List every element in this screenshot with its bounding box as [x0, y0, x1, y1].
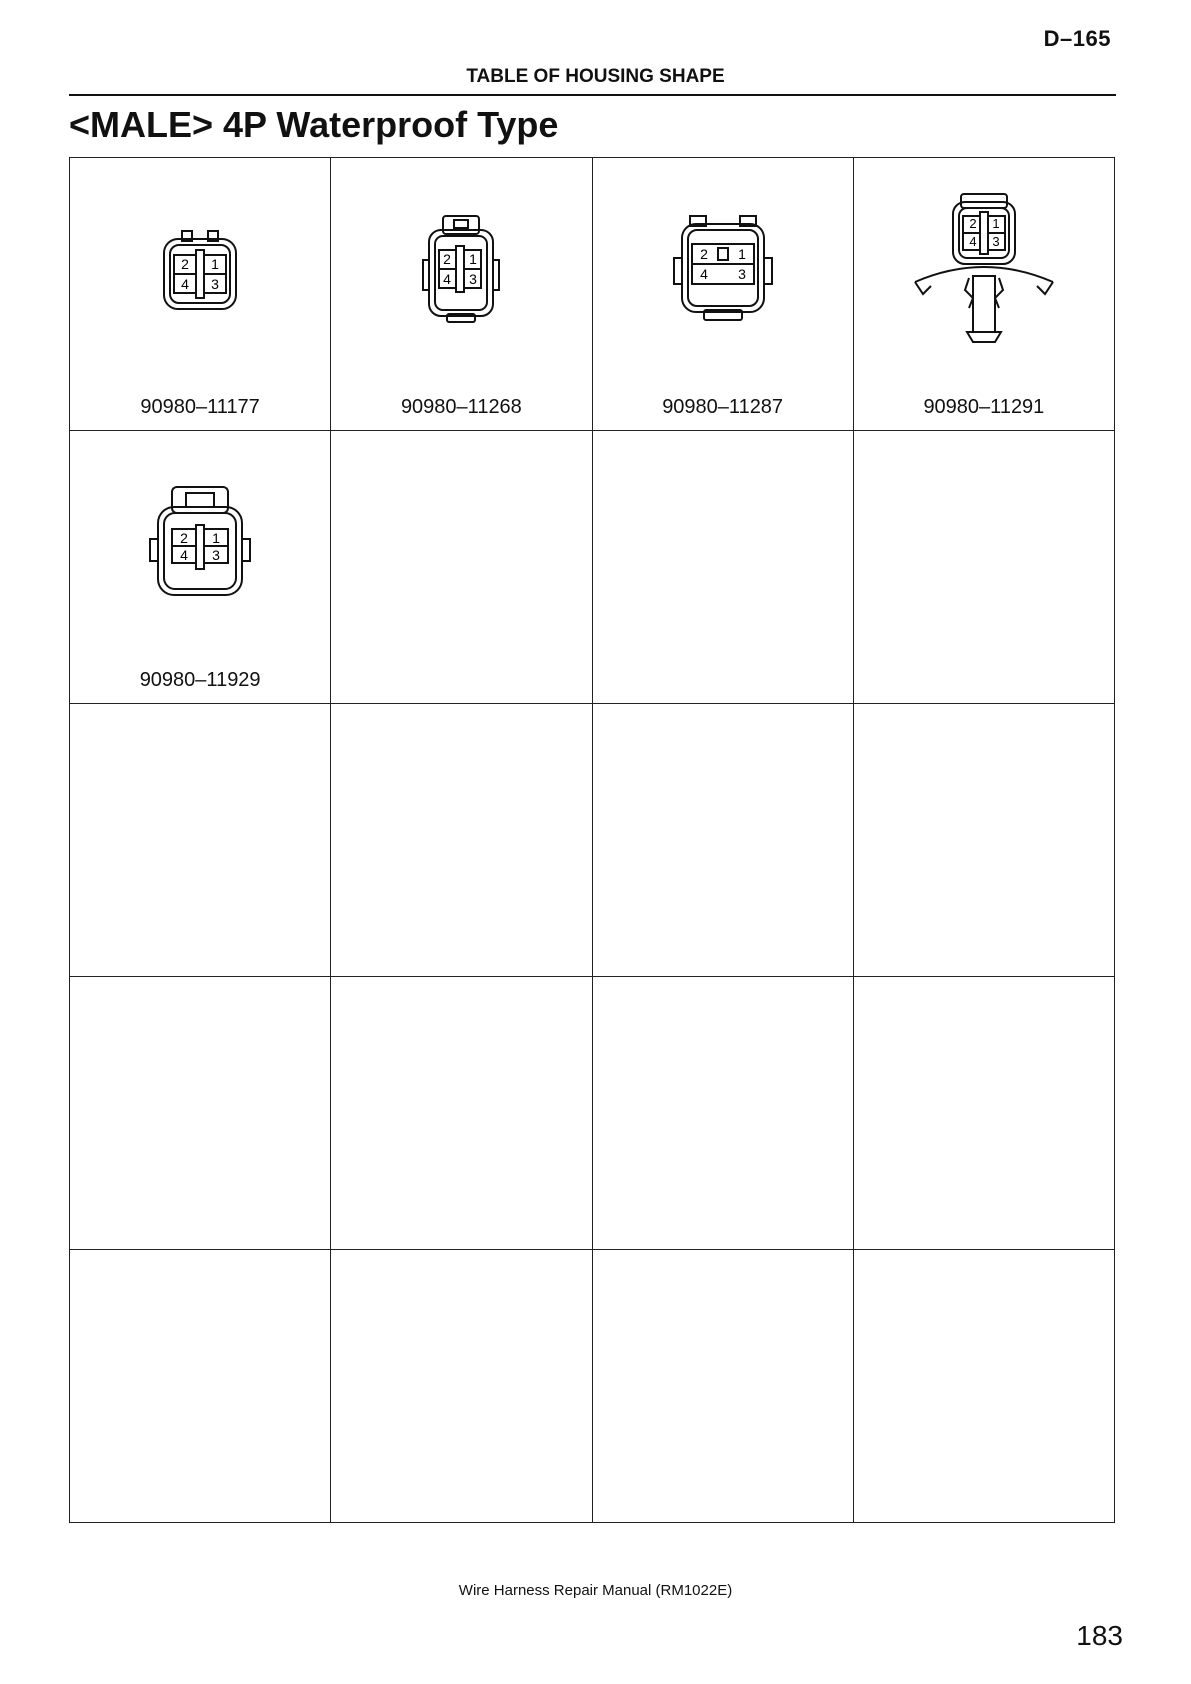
pin-label: 3 — [992, 234, 1000, 249]
empty-cell — [331, 977, 592, 1250]
pin-label: 3 — [469, 271, 478, 287]
pin-label: 4 — [443, 271, 452, 287]
connector-cell — [592, 158, 853, 431]
pin-label: 2 — [969, 216, 977, 231]
empty-cell — [331, 431, 592, 704]
page-title: <MALE> 4P Waterproof Type — [69, 104, 559, 145]
pin-label: 2 — [181, 256, 190, 272]
page-number: 183 — [1076, 1620, 1123, 1651]
pin-label: 2 — [443, 251, 452, 267]
pin-label: 4 — [180, 547, 189, 563]
footer-manual-title: Wire Harness Repair Manual (RM1022E) — [458, 1582, 733, 1599]
pin-label: 4 — [181, 276, 190, 292]
pin-label: 3 — [737, 266, 746, 282]
connector-cell — [853, 158, 1114, 431]
table-row — [70, 977, 1115, 1250]
part-number: 90980–11177 — [140, 396, 260, 418]
connector-4p-clip-mount-icon — [854, 200, 1114, 340]
pin-label: 3 — [212, 547, 221, 563]
empty-cell — [853, 704, 1114, 977]
empty-cell — [592, 1250, 853, 1523]
pin-label: 1 — [737, 246, 746, 262]
part-number: 90980–11287 — [662, 396, 784, 418]
empty-cell — [331, 1250, 592, 1523]
connector-cell — [331, 158, 592, 431]
empty-cell — [70, 977, 331, 1250]
part-number: 90980–11929 — [139, 669, 261, 691]
pin-label: 4 — [969, 234, 977, 249]
empty-cell — [853, 977, 1114, 1250]
pin-label: 2 — [180, 530, 189, 546]
connector-4p-latch-top-bottom-icon — [331, 200, 591, 340]
section-header: TABLE OF HOUSING SHAPE — [466, 66, 725, 87]
empty-cell — [592, 704, 853, 977]
pin-label: 1 — [992, 216, 1000, 231]
table-row — [70, 1250, 1115, 1523]
empty-cell — [853, 431, 1114, 704]
table-row — [70, 704, 1115, 977]
empty-cell — [853, 1250, 1114, 1523]
empty-cell — [592, 431, 853, 704]
connector-4p-compact-icon — [70, 200, 330, 340]
empty-cell — [70, 704, 331, 977]
pin-label: 4 — [699, 266, 708, 282]
connector-4p-wide-latch-icon — [593, 200, 853, 340]
empty-cell — [70, 1250, 331, 1523]
pin-label: 1 — [469, 251, 478, 267]
housing-shape-table — [69, 157, 1115, 1523]
page-code: D–165 — [1043, 26, 1111, 51]
connector-4p-side-ribs-icon — [70, 473, 330, 613]
empty-cell — [592, 977, 853, 1250]
pin-label: 1 — [212, 530, 221, 546]
pin-label: 2 — [699, 246, 708, 262]
pin-label: 3 — [211, 276, 220, 292]
table-row — [70, 158, 1115, 431]
part-number: 90980–11291 — [923, 396, 1045, 418]
connector-cell — [70, 158, 331, 431]
part-number: 90980–11268 — [400, 396, 522, 418]
table-row — [70, 431, 1115, 704]
connector-cell — [70, 431, 331, 704]
empty-cell — [331, 704, 592, 977]
header-rule — [69, 94, 1116, 96]
pin-label: 1 — [211, 256, 220, 272]
